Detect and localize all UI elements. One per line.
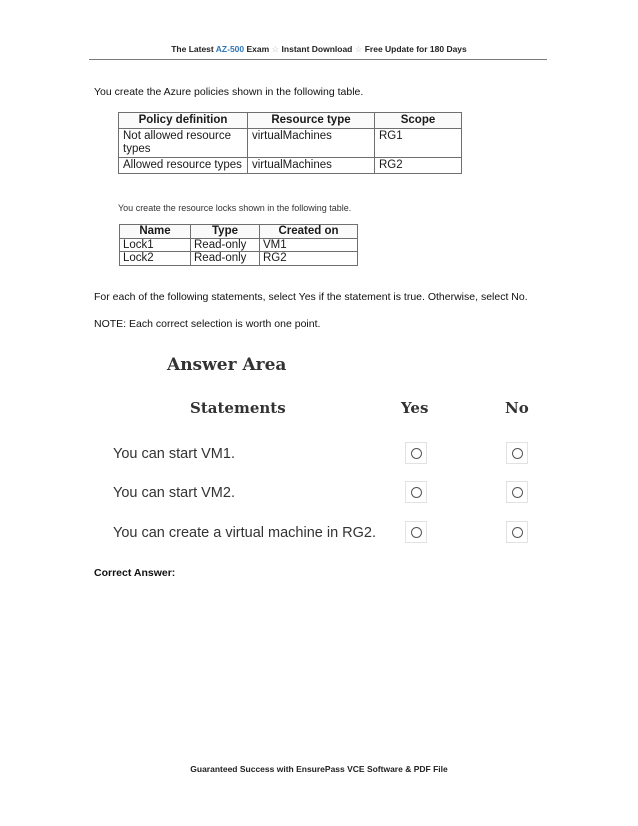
header-divider [89, 59, 547, 60]
header-instant: Instant Download [279, 44, 355, 54]
radio-circle-icon [411, 527, 422, 538]
table-cell: RG1 [375, 129, 462, 158]
table-cell: Allowed resource types [119, 158, 248, 174]
statement-1-no-radio[interactable] [506, 442, 528, 464]
correct-answer-label: Correct Answer: [94, 567, 176, 579]
star-icon: ☆ [271, 44, 280, 54]
table-row [120, 252, 358, 266]
page-header [0, 44, 638, 55]
statement-3-no-radio[interactable] [506, 521, 528, 543]
statement-3-yes-radio[interactable] [405, 521, 427, 543]
star-icon: ☆ [354, 44, 363, 54]
statement-2-yes-radio[interactable] [405, 481, 427, 503]
table-cell: virtualMachines [248, 129, 375, 158]
locks-caption: You create the resource locks shown in the following table. [118, 203, 352, 213]
table-cell: Not allowed resource types [119, 129, 248, 158]
table-header: Scope [375, 113, 462, 129]
intro-text: You create the Azure policies shown in the following table. [94, 86, 364, 98]
table-row [119, 129, 462, 158]
table-cell: RG2 [260, 252, 358, 266]
statement-3: You can create a virtual machine in RG2. [113, 525, 377, 541]
table-row [119, 158, 462, 174]
note-text: NOTE: Each correct selection is worth one point. [94, 318, 321, 330]
table-header: Type [191, 225, 260, 239]
table-cell: Read-only [191, 238, 260, 252]
table-header: Created on [260, 225, 358, 239]
header-prefix: The Latest [171, 44, 216, 54]
table-cell: VM1 [260, 238, 358, 252]
table-header: Resource type [248, 113, 375, 129]
table-row [120, 238, 358, 252]
statement-2: You can start VM2. [113, 485, 235, 501]
page-footer: Guaranteed Success with EnsurePass VCE Software & PDF File [190, 764, 448, 774]
radio-circle-icon [512, 448, 523, 459]
table-header: Policy definition [119, 113, 248, 129]
lock-table [119, 224, 358, 266]
yes-heading: Yes [401, 399, 429, 417]
radio-circle-icon [512, 487, 523, 498]
exam-code: AZ-500 [215, 44, 245, 54]
table-cell: RG2 [375, 158, 462, 174]
answer-area-title: Answer Area [167, 355, 287, 375]
policy-table [118, 112, 462, 174]
statement-2-no-radio[interactable] [506, 481, 528, 503]
table-cell: virtualMachines [248, 158, 375, 174]
radio-circle-icon [411, 487, 422, 498]
header-free: Free Update for 180 Days [362, 44, 467, 54]
table-header-row [119, 113, 462, 129]
radio-circle-icon [512, 527, 523, 538]
table-header: Name [120, 225, 191, 239]
statements-heading: Statements [190, 399, 286, 417]
statement-1: You can start VM1. [113, 446, 235, 462]
radio-circle-icon [411, 448, 422, 459]
header-exam: Exam [244, 44, 272, 54]
table-header-row [120, 225, 358, 239]
no-heading: No [505, 399, 529, 417]
table-cell: Lock2 [120, 252, 191, 266]
statement-1-yes-radio[interactable] [405, 442, 427, 464]
instruction-text: For each of the following statements, select Yes if the statement is true. Otherwise, select No. [94, 291, 528, 303]
table-cell: Read-only [191, 252, 260, 266]
table-cell: Lock1 [120, 238, 191, 252]
